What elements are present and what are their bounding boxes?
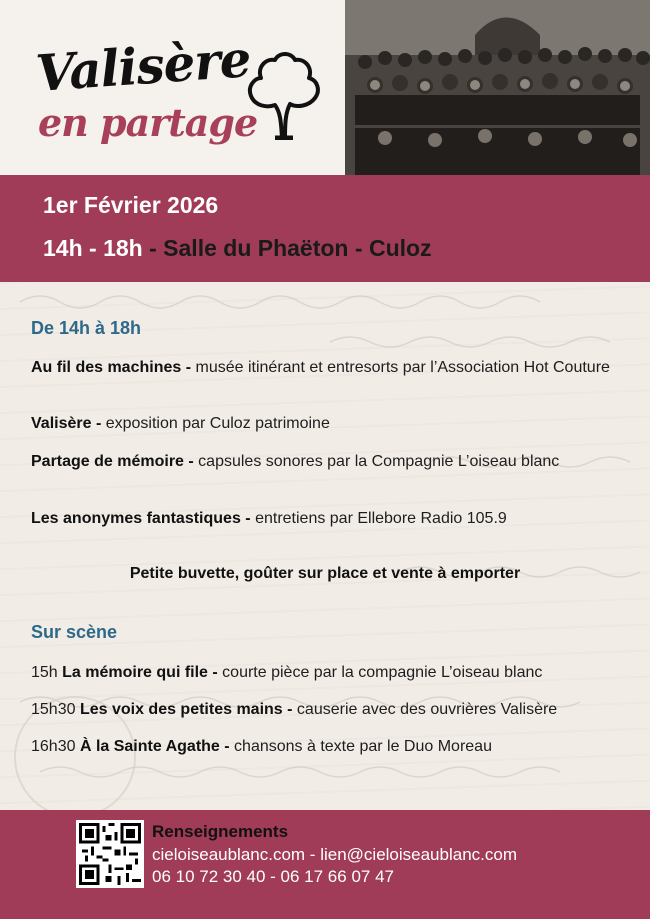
list-item [31, 414, 611, 433]
item-name: La mémoire qui file - [62, 664, 218, 681]
item-name: À la Sainte Agathe - [79, 738, 230, 755]
item-desc: chansons à texte par le Duo Moreau [229, 738, 492, 755]
event-venue: Salle du Phaëton [163, 235, 349, 261]
buvette-note: Petite buvette, goûter sur place et vente à emporter [129, 565, 521, 582]
qr-code-icon[interactable] [76, 820, 144, 888]
item-desc: capsules sonores par la Compagnie L’oiseau blanc [193, 453, 560, 470]
event-time: 14h - 18h [43, 235, 143, 261]
separator: - [142, 235, 164, 261]
event-date: 1er Février 2026 [43, 192, 219, 218]
photo-scene [345, 0, 650, 175]
item-desc: entretiens par Ellebore Radio 105.9 [250, 510, 507, 527]
item-time: 15h30 [31, 701, 80, 718]
item-desc: courte pièce par la compagnie L’oiseau blanc [217, 664, 543, 681]
contact-title: Renseignements [152, 822, 289, 841]
item-desc: exposition par Culoz patrimoine [101, 415, 330, 432]
list-item [31, 358, 611, 377]
afternoon-title: De 14h à 18h [31, 318, 142, 338]
schedule-item [31, 700, 611, 719]
item-time: 15h [31, 664, 63, 681]
stage-title: Sur scène [31, 622, 118, 642]
separator: - [348, 235, 369, 261]
list-item [31, 452, 611, 471]
item-time: 16h30 [31, 738, 80, 755]
event-time-place [43, 235, 432, 262]
contact-band [0, 810, 650, 919]
logo-title: Valisère [33, 29, 253, 103]
item-name: Au fil des machines - [31, 359, 192, 376]
item-name: Les voix des petites mains - [79, 701, 293, 718]
contact-phones[interactable]: 06 10 72 30 40 - 06 17 66 07 47 [152, 867, 394, 886]
program-content [0, 282, 650, 810]
event-city: Culoz [368, 235, 432, 261]
header [0, 0, 650, 175]
item-name: Les anonymes fantastiques - [31, 510, 251, 527]
valisere-logo [30, 20, 330, 160]
schedule-item [31, 737, 611, 756]
schedule-item [31, 663, 611, 682]
date-band [0, 175, 650, 282]
contact-web-email[interactable]: cieloiseaublanc.com - lien@cieloiseaublanc.com [152, 845, 517, 864]
historic-group-photo [345, 0, 650, 175]
item-desc: causerie avec des ouvrières Valisère [292, 701, 558, 718]
tree-icon [245, 50, 320, 140]
logo-subtitle: en partage [38, 100, 258, 145]
list-item [31, 509, 611, 528]
item-name: Partage de mémoire - [31, 453, 194, 470]
item-desc: musée itinérant et entresorts par l’Association Hot Couture [191, 359, 610, 376]
item-name: Valisère - [31, 415, 102, 432]
